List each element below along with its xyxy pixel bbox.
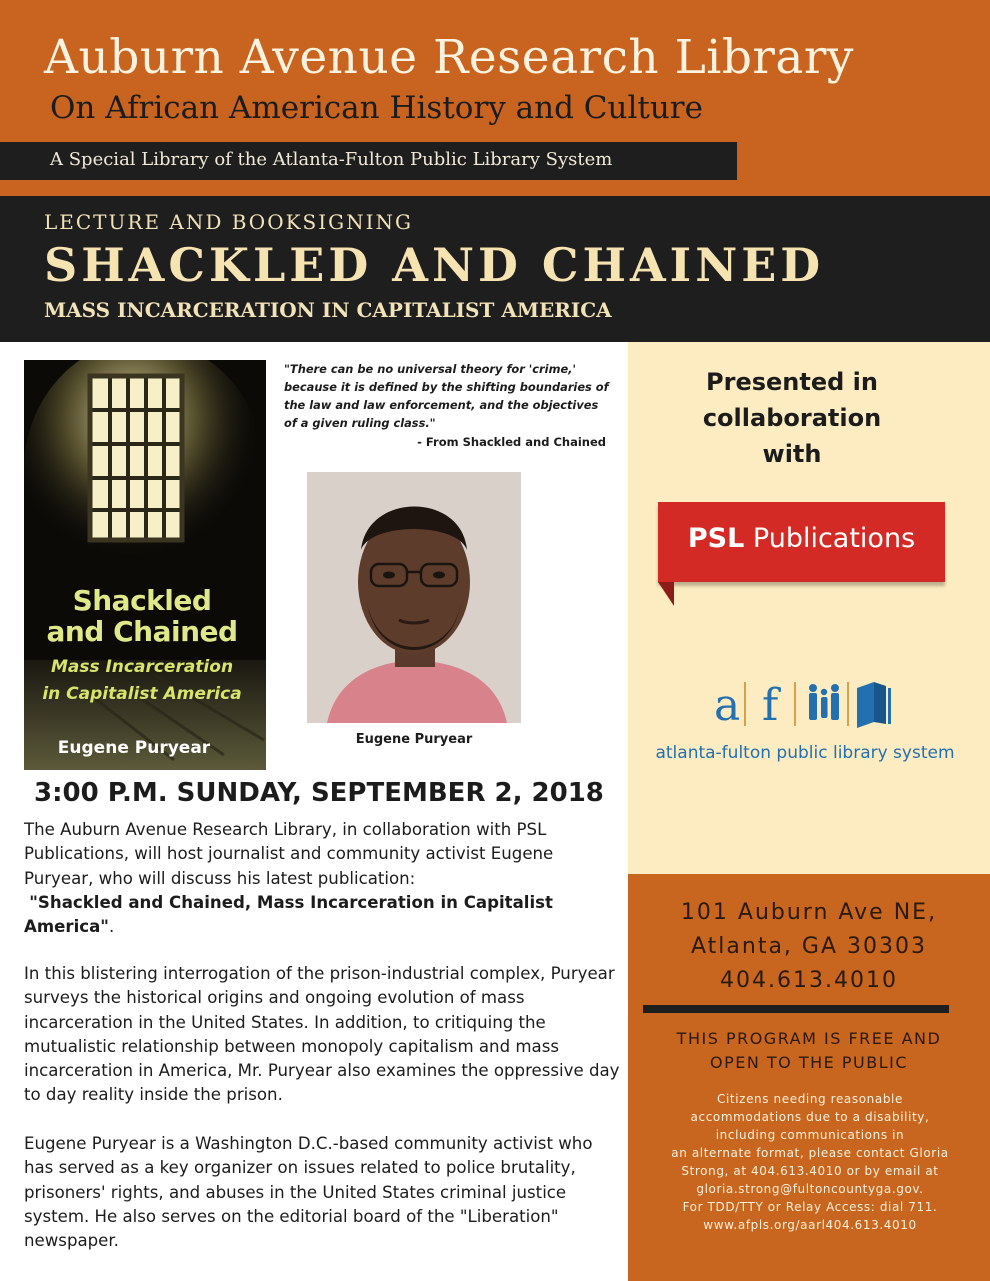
author-portrait-illustration <box>307 472 521 723</box>
access-line: Citizens needing reasonable <box>717 1092 903 1106</box>
address-line: 101 Auburn Ave NE, <box>680 900 938 925</box>
intro-text: The Auburn Avenue Research Library, in collaboration with PSL Publications, will host journalist and community activist Eugene Puryear, who will discuss his latest publication: <box>24 820 554 888</box>
psl-logo-bold: PSL <box>687 523 745 554</box>
access-line: including communications in <box>715 1128 905 1142</box>
access-line: www.afpls.org/aarl404.613.4010 <box>703 1218 917 1232</box>
access-line: an alternate format, please contact Gloria <box>671 1146 949 1160</box>
psl-logo-fold <box>658 582 674 606</box>
event-title: SHACKLED AND CHAINED <box>44 238 825 292</box>
event-datetime: 3:00 P.M. SUNDAY, SEPTEMBER 2, 2018 <box>34 778 604 808</box>
afpls-logo <box>700 678 910 730</box>
psl-publications-logo <box>658 523 945 554</box>
presented-line: with <box>762 440 822 468</box>
book-subtitle-line: in Capitalist America <box>42 684 242 704</box>
free-program-notice <box>628 1027 990 1075</box>
venue-address <box>628 896 990 998</box>
presented-line: Presented in <box>706 368 878 396</box>
free-line: THIS PROGRAM IS FREE AND <box>676 1029 942 1048</box>
psl-logo-rest: Publications <box>744 523 916 554</box>
address-line: Atlanta, GA 30303 <box>691 934 927 959</box>
book-quote: "There can be no universal theory for 'crime,' because it is defined by the shifting boundaries of the law and law enforcement, and the objectives of a given ruling class." <box>284 362 609 430</box>
book-title-line: and Chained <box>46 615 238 648</box>
description-paragraph: In this blistering interrogation of the prison-industrial complex, Puryear surveys the historical origins and ongoing evolution of mass incarceration in the United States. In addition, to critiquing the mutualistic relationship between monopoly capitalism and mass incarceration in America, Mr. Puryear also examines the oppressive day to day reality inside the prison. <box>24 964 620 1105</box>
library-tagline: A Special Library of the Atlanta-Fulton Public Library System <box>50 149 613 170</box>
intro-book-title: "Shackled and Chained, Mass Incarceration in Capitalist America" <box>24 892 553 937</box>
book-title-line: Shackled <box>72 584 212 617</box>
presented-in-collaboration <box>628 364 956 472</box>
book-subtitle <box>24 654 260 708</box>
access-line: Strong, at 404.613.4010 or by email at <box>681 1164 939 1178</box>
phone-number: 404.613.4010 <box>720 968 898 993</box>
book-author: Eugene Puryear <box>57 738 211 758</box>
prison-window-illustration <box>24 360 266 770</box>
author-photo-caption: Eugene Puryear <box>355 732 473 747</box>
intro-paragraph <box>24 818 622 939</box>
people-icon <box>809 684 839 720</box>
book-icon <box>857 682 891 728</box>
afpls-divider <box>847 682 849 726</box>
book-subtitle-line: Mass Incarceration <box>50 657 234 677</box>
library-subtitle: On African American History and Culture <box>50 90 703 126</box>
author-bio-paragraph: Eugene Puryear is a Washington D.C.-based community activist who has served as a key organizer on issues related to police brutality, prisoners' rights, and abuses in the United States criminal justice system. He also serves on the editorial board of the "Liberation" newspaper. <box>24 1134 593 1251</box>
afpls-name: atlanta-fulton public library system <box>655 743 955 763</box>
event-label: LECTURE AND BOOKSIGNING <box>44 210 413 234</box>
access-line: For TDD/TTY or Relay Access: dial 711. <box>682 1200 938 1214</box>
quote-source: - From Shackled and Chained <box>417 435 606 449</box>
access-line: accommodations due to a disability, <box>690 1110 930 1124</box>
afpls-letter-f: f <box>762 680 779 730</box>
sidebar-divider <box>643 1005 949 1013</box>
intro-end: . <box>108 917 115 937</box>
author-photo <box>307 472 521 723</box>
library-title: Auburn Avenue Research Library <box>44 30 854 85</box>
accessibility-notice <box>640 1090 980 1234</box>
afpls-divider <box>794 682 796 726</box>
access-line: gloria.strong@fultoncountyga.gov. <box>696 1182 924 1196</box>
book-title <box>24 585 260 647</box>
afpls-letter-a: a <box>714 680 741 730</box>
presented-line: collaboration <box>702 404 882 432</box>
book-cover <box>24 360 266 770</box>
free-line: OPEN TO THE PUBLIC <box>710 1053 908 1072</box>
event-subtitle: MASS INCARCERATION IN CAPITALIST AMERICA <box>44 298 612 322</box>
afpls-divider <box>744 682 746 726</box>
